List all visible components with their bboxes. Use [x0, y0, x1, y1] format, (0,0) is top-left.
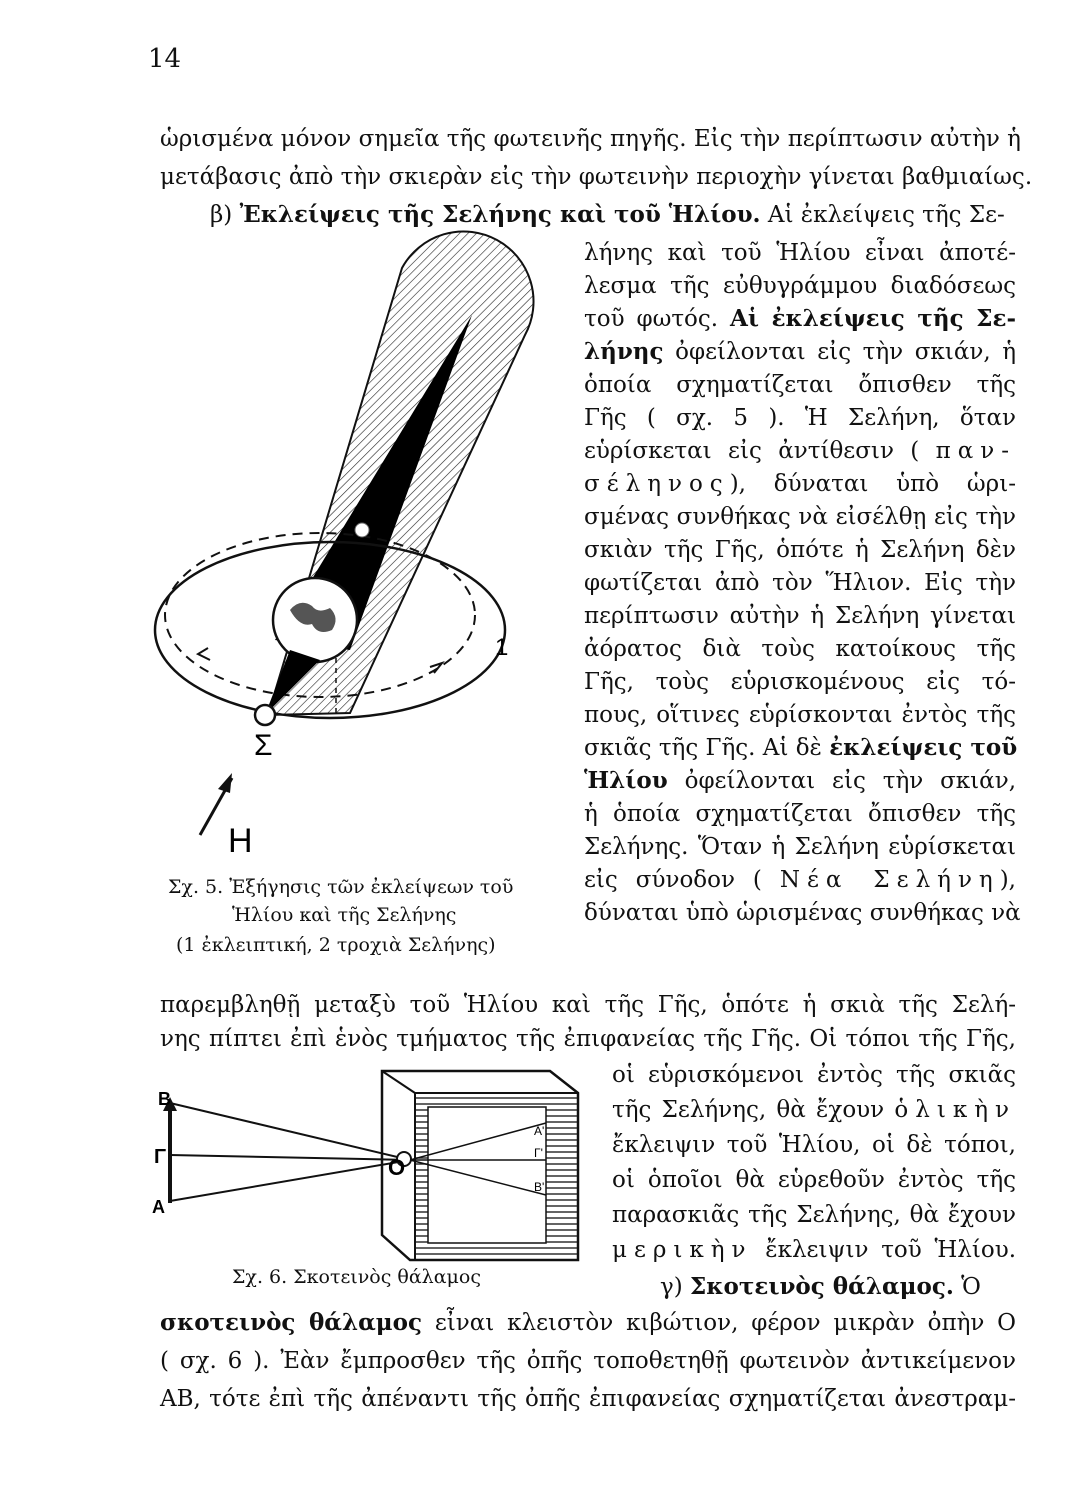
text-line: λήνης ὀφείλονται εἰς τὴν σκιάν, ἡ	[584, 338, 1016, 365]
text-line: Σελήνης. Ὅταν ἡ Σελήνη εὑρίσκεται	[584, 834, 1016, 860]
page-number: 14	[148, 44, 182, 74]
figure-5-eclipse-diagram	[150, 220, 570, 870]
text-line: δύναται ὑπὸ ὡρισμένας συνθήκας νὰ	[584, 900, 1021, 926]
text-line: ΑΒ, τότε ἐπὶ τῆς ἀπέναντι τῆς ὀπῆς ἐπιφανείας σχηματίζεται ἀνεστραμ-	[160, 1386, 1016, 1412]
label-one: 1	[495, 634, 509, 661]
label-B-prime: Β'	[534, 1180, 545, 1194]
label-sigma: Σ	[254, 729, 273, 762]
text-line: ἔκλειψιν τοῦ Ἡλίου, οἱ δὲ τόποι,	[612, 1132, 1016, 1158]
text-line: περίπτωσιν αὐτὴν ἡ Σελήνη γίνεται	[584, 603, 1016, 629]
text-line: ὡρισμένα μόνον σημεῖα τῆς φωτεινῆς πηγῆς. Εἰς τὴν περίπτωσιν αὐτὴν ἡ	[160, 126, 1021, 152]
label-G: Γ	[154, 1146, 167, 1168]
figure-5-caption: Σχ. 5. Ἐξήγησις τῶν ἐκλείψεων τοῦ	[168, 876, 514, 898]
text-line: σκιᾶς τῆς Γῆς. Αἱ δὲ ἐκλείψεις τοῦ	[584, 734, 1018, 761]
figure-6-caption: Σχ. 6. Σκοτεινὸς θάλαμος	[232, 1266, 481, 1288]
label-G-prime: Γ'	[534, 1146, 543, 1160]
text-line: οἱ ὁποῖοι θὰ εὑρεθοῦν ἐντὸς τῆς	[612, 1167, 1016, 1193]
label-O: Ο	[388, 1155, 406, 1180]
figure-6-camera-obscura	[150, 1065, 590, 1275]
text-line: ἡ ὁποία σχηματίζεται ὄπισθεν τῆς	[584, 801, 1016, 827]
text-line: λήνης καὶ τοῦ Ἡλίου εἶναι ἀποτέ-	[584, 240, 1016, 266]
text-line: μετάβασις ἀπὸ τὴν σκιερὰν εἰς τὴν φωτεινὴν περιοχὴν γίνεται βαθμιαίως.	[160, 164, 1033, 190]
text-line: ἀόρατος διὰ τοὺς κατοίκους τῆς	[584, 636, 1016, 662]
text-line: πους, οἵτινες εὑρίσκονται ἐντὸς τῆς	[584, 702, 1016, 728]
text-line: σμένας συνθήκας νὰ εἰσέλθῃ εἰς τὴν	[584, 504, 1016, 530]
text-line: νης πίπτει ἐπὶ ἑνὸς τμήματος τῆς ἐπιφανείας τῆς Γῆς. Οἱ τόποι τῆς Γῆς,	[160, 1026, 1016, 1052]
text-line: παρεμβληθῇ μεταξὺ τοῦ Ἡλίου καὶ τῆς Γῆς, ὁπότε ἡ σκιὰ τῆς Σελή-	[160, 992, 1016, 1018]
text-line: Γῆς ( σχ. 5 ). Ἡ Σελήνη, ὅταν	[584, 405, 1016, 431]
text-line: οἱ εὑρισκόμενοι ἐντὸς τῆς σκιᾶς	[612, 1062, 1016, 1088]
text-line: εὑρίσκεται εἰς ἀντίθεσιν ( παν-	[584, 438, 1016, 464]
text-line: σέληνος), δύναται ὑπὸ ὡρι-	[584, 471, 1016, 497]
figure-5-caption: (1 ἐκλειπτική, 2 τροχιὰ Σελήνης)	[176, 934, 496, 956]
section-heading-c: γ) Σκοτεινὸς θάλαμος. Ὁ	[660, 1273, 981, 1300]
label-A-prime: Α'	[534, 1124, 545, 1138]
text-line: φωτίζεται ἀπὸ τὸν Ἥλιον. Εἰς τὴν	[584, 570, 1016, 596]
text-line: ὁποία σχηματίζεται ὄπισθεν τῆς	[584, 372, 1016, 398]
text-line: εἰς σύνοδον ( Νέα Σελήνη),	[584, 867, 1016, 893]
section-heading-b: β) Ἐκλείψεις τῆς Σελήνης καὶ τοῦ Ἡλίου. Αἱ ἐκλείψεις τῆς Σε-	[210, 201, 1005, 228]
label-A: Α	[152, 1197, 165, 1217]
text-line: λεσμα τῆς εὐθυγράμμου διαδόσεως	[584, 273, 1016, 299]
text-line: τῆς Σελήνης, θὰ ἔχουν ὁλικὴν	[612, 1097, 1016, 1123]
text-line: ( σχ. 6 ). Ἐὰν ἔμπροσθεν τῆς ὀπῆς τοποθετηθῇ φωτεινὸν ἀντικείμενον	[160, 1348, 1016, 1374]
text-line: τοῦ φωτός. Αἱ ἐκλείψεις τῆς Σε-	[584, 305, 1016, 332]
label-eta: Η	[228, 822, 253, 860]
text-line: σκοτεινὸς θάλαμος εἶναι κλειστὸν κιβώτιον, φέρον μικρὰν ὀπὴν Ο	[160, 1309, 1017, 1336]
text-line: σκιὰν τῆς Γῆς, ὁπότε ἡ Σελήνη δὲν	[584, 537, 1016, 563]
text-line: παρασκιᾶς τῆς Σελήνης, θὰ ἔχουν	[612, 1202, 1016, 1228]
text-line: Γῆς, τοὺς εὑρισκομένους εἰς τό-	[584, 669, 1016, 695]
figure-5-caption: Ἡλίου καὶ τῆς Σελήνης	[232, 904, 457, 926]
text-line: Ἡλίου ὀφείλονται εἰς τὴν σκιάν,	[584, 767, 1017, 794]
text-line: μερικὴν ἔκλειψιν τοῦ Ἡλίου.	[612, 1237, 1017, 1263]
label-B: Β	[158, 1089, 171, 1109]
